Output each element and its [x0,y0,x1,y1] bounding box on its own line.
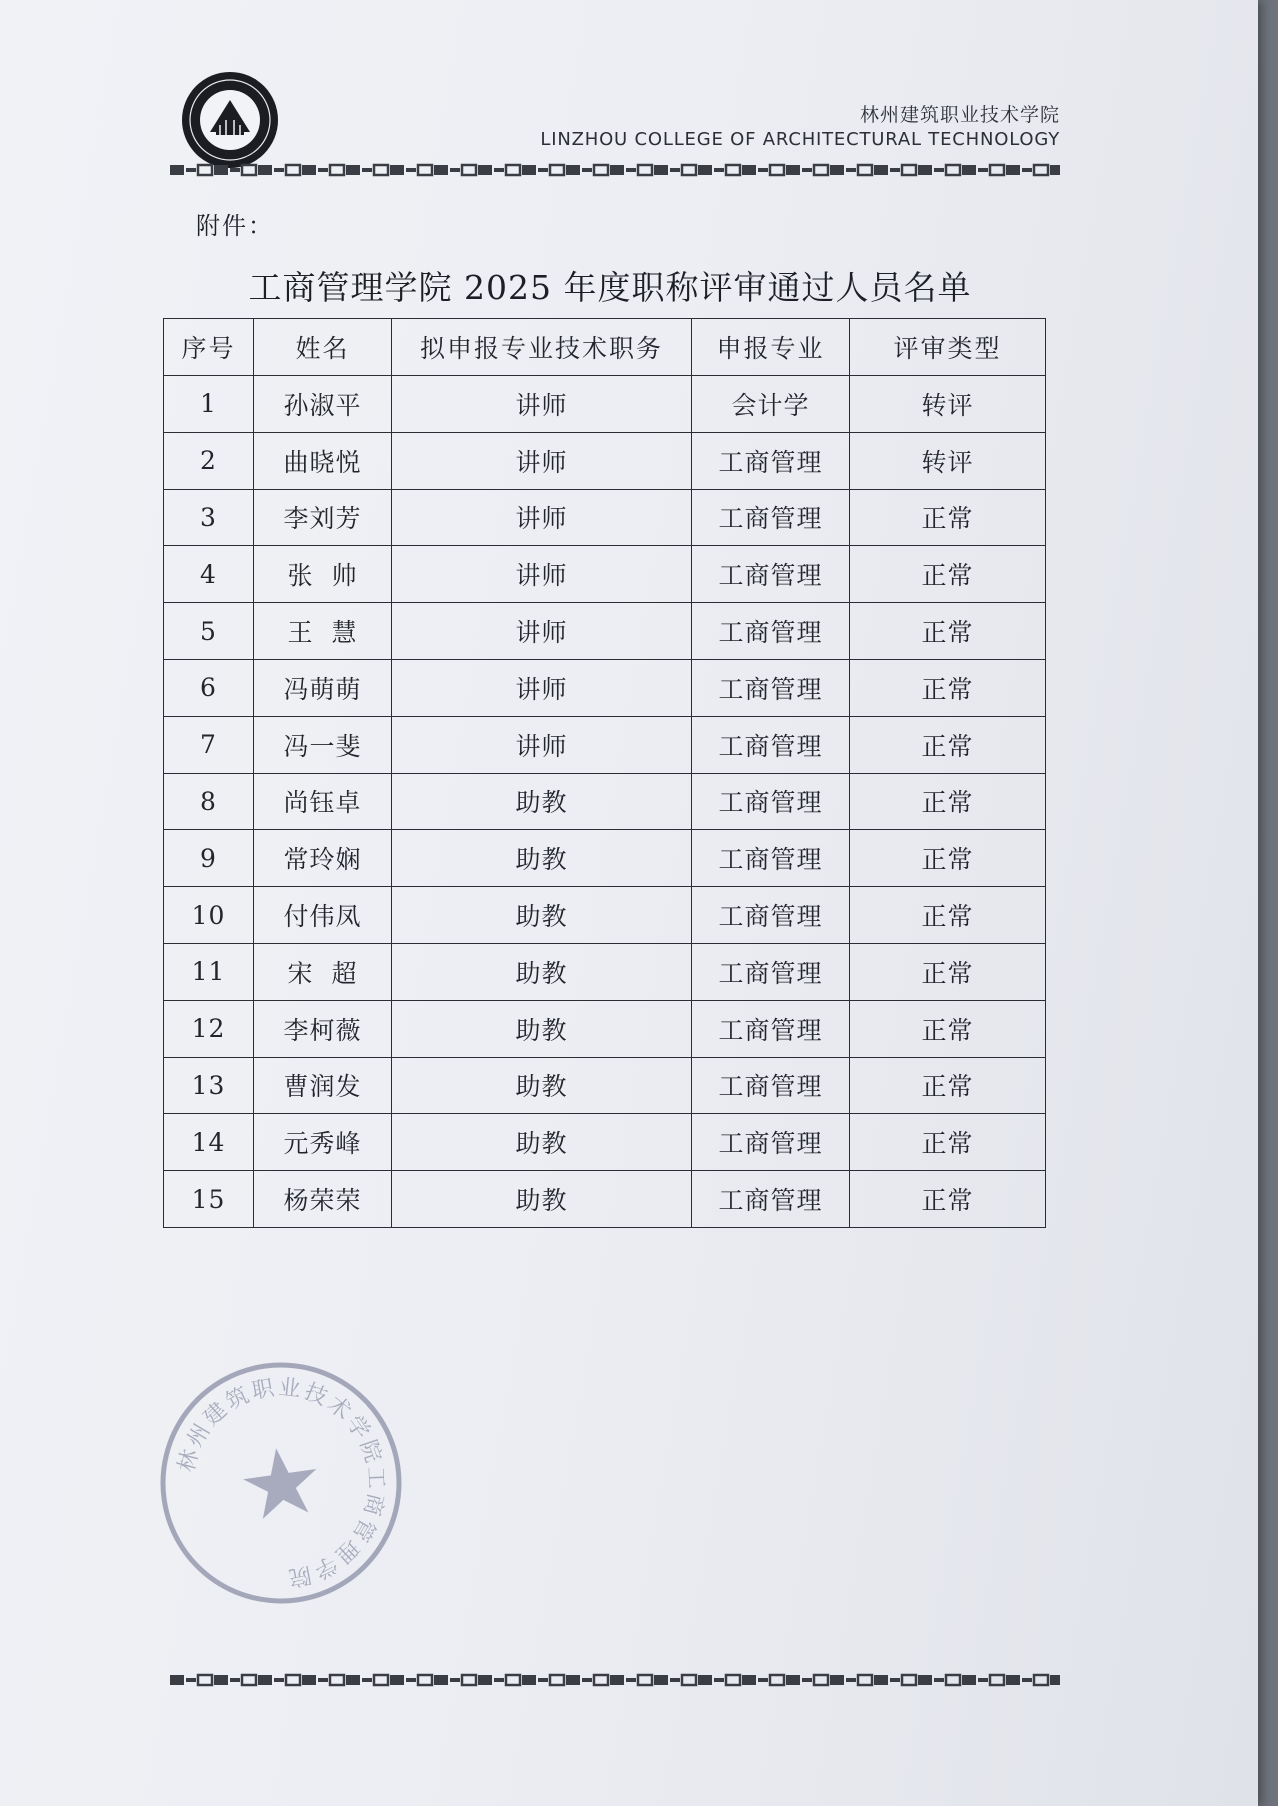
row-number: 1 [164,376,254,433]
row-major: 工商管理 [692,716,850,773]
row-number: 4 [164,546,254,603]
school-name-cn: 林州建筑职业技术学院 [859,104,1060,126]
row-review-type: 正常 [850,546,1046,603]
header-pattern-bar [170,162,1060,178]
row-position: 助教 [392,1057,692,1114]
row-major: 工商管理 [692,773,850,830]
table-row [164,489,1046,546]
row-major: 工商管理 [692,1000,850,1057]
row-name: 王 慧 [254,603,392,660]
table-row [164,546,1046,603]
row-review-type: 正常 [850,489,1046,546]
row-name: 付伟凤 [254,887,392,944]
row-number: 15 [164,1171,254,1228]
row-name: 孙淑平 [254,376,392,433]
row-major: 工商管理 [692,1114,850,1171]
table-row [164,603,1046,660]
row-position: 讲师 [392,659,692,716]
row-name: 常玲娴 [254,830,392,887]
table-row [164,1057,1046,1114]
row-review-type: 正常 [850,887,1046,944]
seal-text: 林州建筑职业技术学院工商管理学院 [174,1375,389,1591]
row-name: 张 帅 [254,546,392,603]
row-major: 工商管理 [692,546,850,603]
row-number: 9 [164,830,254,887]
row-review-type: 正常 [850,1114,1046,1171]
header-number: 序号 [164,319,254,376]
row-review-type: 正常 [850,943,1046,1000]
table-row [164,773,1046,830]
row-review-type: 正常 [850,659,1046,716]
row-review-type: 正常 [850,830,1046,887]
row-review-type: 转评 [850,432,1046,489]
table-row [164,887,1046,944]
header-review-type: 评审类型 [850,319,1046,376]
row-position: 助教 [392,773,692,830]
row-review-type: 正常 [850,773,1046,830]
row-major: 工商管理 [692,1057,850,1114]
row-major: 工商管理 [692,603,850,660]
row-name: 李柯薇 [254,1000,392,1057]
row-review-type: 正常 [850,603,1046,660]
school-name-en: LINZHOU COLLEGE OF ARCHITECTURAL TECHNOLOGY [540,129,1060,150]
row-number: 14 [164,1114,254,1171]
row-name: 冯萌萌 [254,659,392,716]
approved-staff-table [163,318,1046,1228]
row-review-type: 正常 [850,1057,1046,1114]
header-position: 拟申报专业技术职务 [392,319,692,376]
table-row [164,830,1046,887]
table-row [164,1000,1046,1057]
row-review-type: 转评 [850,376,1046,433]
row-position: 助教 [392,1000,692,1057]
row-major: 工商管理 [692,432,850,489]
table-row [164,1171,1046,1228]
row-position: 讲师 [392,376,692,433]
row-number: 11 [164,943,254,1000]
table-row [164,376,1046,433]
row-name: 宋 超 [254,943,392,1000]
row-number: 2 [164,432,254,489]
row-position: 助教 [392,830,692,887]
row-name: 曲晓悦 [254,432,392,489]
row-name: 尚钰卓 [254,773,392,830]
row-position: 讲师 [392,603,692,660]
document-title: 工商管理学院 2025 年度职称评审通过人员名单 [248,268,972,307]
table-row [164,943,1046,1000]
row-position: 讲师 [392,432,692,489]
row-position: 讲师 [392,489,692,546]
row-number: 5 [164,603,254,660]
row-position: 讲师 [392,546,692,603]
table-row [164,1114,1046,1171]
row-name: 曹润发 [254,1057,392,1114]
row-review-type: 正常 [850,716,1046,773]
row-major: 会计学 [692,376,850,433]
row-review-type: 正常 [850,1171,1046,1228]
row-major: 工商管理 [692,489,850,546]
table-row [164,432,1046,489]
row-name: 冯一斐 [254,716,392,773]
footer-pattern-bar [170,1672,1060,1688]
row-position: 助教 [392,887,692,944]
table-header-row [164,319,1046,376]
row-name: 元秀峰 [254,1114,392,1171]
row-number: 12 [164,1000,254,1057]
row-review-type: 正常 [850,1000,1046,1057]
row-name: 李刘芳 [254,489,392,546]
official-seal [142,1344,420,1622]
row-position: 助教 [392,943,692,1000]
table-row [164,659,1046,716]
star-icon [239,1443,322,1521]
row-position: 讲师 [392,716,692,773]
row-number: 7 [164,716,254,773]
header-major: 申报专业 [692,319,850,376]
row-number: 6 [164,659,254,716]
header-name: 姓名 [254,319,392,376]
row-major: 工商管理 [692,659,850,716]
row-name: 杨荣荣 [254,1171,392,1228]
table-row [164,716,1046,773]
row-number: 13 [164,1057,254,1114]
row-major: 工商管理 [692,830,850,887]
row-number: 10 [164,887,254,944]
row-position: 助教 [392,1171,692,1228]
row-position: 助教 [392,1114,692,1171]
row-major: 工商管理 [692,1171,850,1228]
row-major: 工商管理 [692,887,850,944]
school-emblem-icon [180,70,280,170]
row-number: 3 [164,489,254,546]
row-number: 8 [164,773,254,830]
row-major: 工商管理 [692,943,850,1000]
attachment-label: 附件： [196,212,274,240]
